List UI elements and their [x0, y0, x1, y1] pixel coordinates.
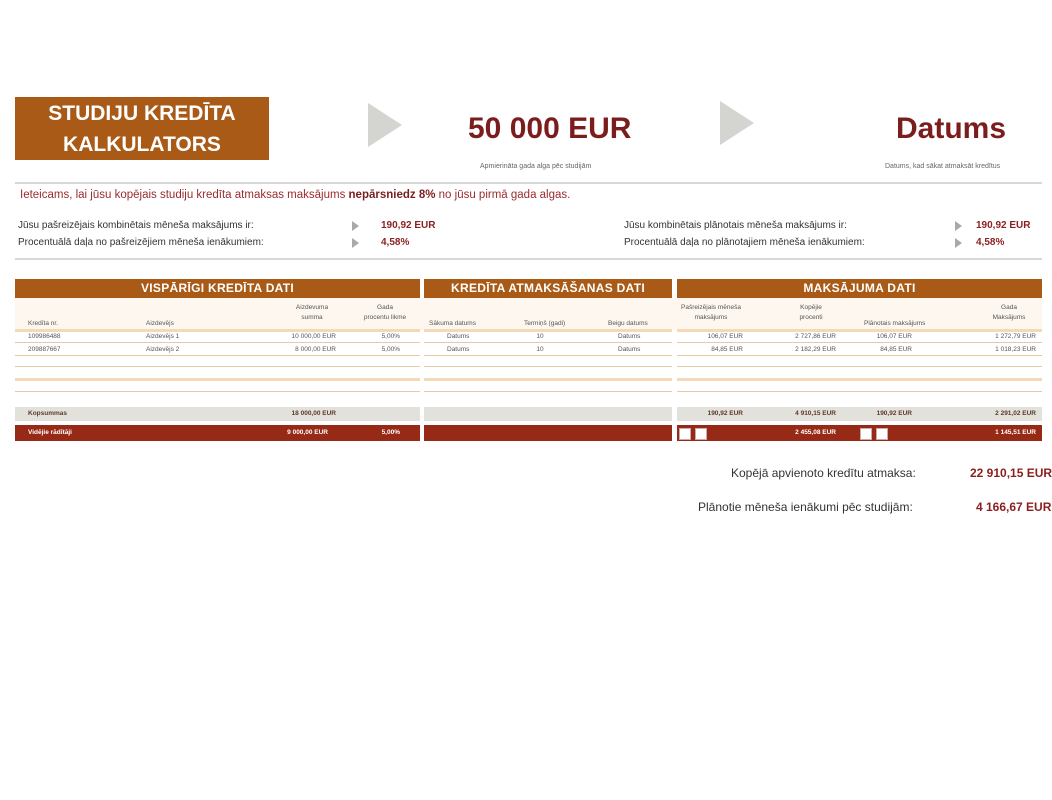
row-divider	[677, 391, 1042, 392]
col-planned-payment: Plānotais maksājums	[864, 320, 926, 327]
chevron-right-icon	[720, 101, 754, 145]
totals-label: Kopsummas	[28, 410, 68, 417]
row1-rate[interactable]: 5,00%	[381, 333, 400, 340]
row2-term[interactable]: 10	[536, 346, 544, 353]
col-current-payment-line1: Pašreizējais mēneša	[681, 304, 741, 311]
current-percent-label: Procentuālā daļa no pašreizējiem mēneša ienākumiem:	[18, 237, 264, 248]
row2-current-payment: 84,85 EUR	[711, 346, 743, 353]
row2-start-date[interactable]: Datums	[447, 346, 470, 353]
row2-amount[interactable]: 8 000,00 EUR	[295, 346, 336, 353]
totals-row-bg	[424, 407, 672, 421]
col-total-interest-line2: procenti	[799, 314, 823, 321]
row2-lender[interactable]: Aizdevējs 2	[146, 346, 180, 353]
col-amount-line1: Aizdevuma	[295, 304, 329, 311]
row1-amount[interactable]: 10 000,00 EUR	[291, 333, 336, 340]
averages-rate: 5,00%	[381, 429, 400, 436]
row2-rate[interactable]: 5,00%	[381, 346, 400, 353]
planned-income-value: 4 166,67 EUR	[976, 500, 1052, 514]
chevron-right-icon	[352, 238, 359, 248]
section-payment-data: MAKSĀJUMA DATI	[677, 279, 1042, 298]
recommendation-notice	[20, 189, 570, 201]
col-annual-line2: Maksājums	[992, 314, 1026, 321]
row1-annual-payment: 1 272,79 EUR	[995, 333, 1036, 340]
totals-current-payment: 190,92 EUR	[707, 410, 743, 417]
row-divider	[424, 355, 672, 356]
checkbox[interactable]	[679, 428, 691, 440]
totals-annual: 2 291,02 EUR	[995, 410, 1036, 417]
planned-income-label: Plānotie mēneša ienākumi pēc studijām:	[698, 500, 913, 514]
averages-interest: 2 455,08 EUR	[795, 429, 836, 436]
checkbox[interactable]	[876, 428, 888, 440]
row1-lender[interactable]: Aizdevējs 1	[146, 333, 180, 340]
col-current-payment-line2: maksājums	[694, 314, 728, 321]
title-line-1: STUDIJU KREDĪTA	[48, 101, 236, 125]
col-end-date: Beigu datums	[608, 320, 648, 327]
row-divider	[424, 391, 672, 392]
checkbox[interactable]	[695, 428, 707, 440]
calculator-title	[15, 97, 269, 160]
row2-total-interest: 2 182,29 EUR	[795, 346, 836, 353]
row1-planned-payment: 106,07 EUR	[876, 333, 912, 340]
row2-end-date[interactable]: Datums	[618, 346, 641, 353]
divider	[15, 182, 1042, 184]
col-current-payment	[678, 303, 744, 323]
col-rate-line2: procentu likme	[363, 314, 407, 321]
col-total-interest	[786, 303, 836, 323]
row-divider	[424, 366, 672, 367]
col-rate-line1: Gada	[377, 304, 393, 311]
row-divider	[677, 355, 1042, 356]
chevron-right-icon	[955, 221, 962, 231]
row1-start-date[interactable]: Datums	[447, 333, 470, 340]
planned-payment-value: 190,92 EUR	[976, 220, 1031, 231]
section-repayment-data: KREDĪTA ATMAKSĀŠANAS DATI	[424, 279, 672, 298]
annual-salary-value[interactable]: 50 000 EUR	[468, 112, 632, 145]
col-rate	[352, 303, 418, 323]
col-amount-line2: summa	[301, 314, 323, 321]
col-amount	[286, 303, 338, 323]
row1-end-date[interactable]: Datums	[618, 333, 641, 340]
averages-label: Vidējie rādītāji	[28, 429, 72, 436]
row-divider	[15, 342, 420, 343]
row1-term[interactable]: 10	[536, 333, 544, 340]
row-divider	[677, 366, 1042, 367]
notice-text-1: Ieteicams, lai jūsu kopējais studiju kredīta atmaksas maksājums	[20, 189, 349, 201]
notice-bold: nepārsniedz 8%	[348, 189, 436, 201]
divider	[15, 258, 1042, 260]
repayment-start-date-value[interactable]: Datums	[896, 112, 1007, 145]
row-divider	[15, 355, 420, 356]
row-divider	[677, 342, 1042, 343]
row1-credit-nr[interactable]: 109986488	[28, 333, 61, 340]
current-payment-label: Jūsu pašreizējais kombinētais mēneša maksājums ir:	[18, 220, 254, 231]
col-annual-line1: Gada	[1001, 304, 1017, 311]
planned-percent-value: 4,58%	[976, 237, 1005, 248]
row2-credit-nr[interactable]: 209887667	[28, 346, 61, 353]
row2-planned-payment: 84,85 EUR	[880, 346, 912, 353]
title-line-2: KALKULATORS	[63, 132, 221, 156]
chevron-right-icon	[352, 221, 359, 231]
row-divider	[15, 366, 420, 367]
col-annual-payment	[982, 303, 1036, 323]
current-percent-value: 4,58%	[381, 237, 410, 248]
planned-payment-label: Jūsu kombinētais plānotais mēneša maksājums ir:	[624, 220, 847, 231]
totals-amount: 18 000,00 EUR	[291, 410, 336, 417]
col-credit-nr: Kredīta nr.	[28, 320, 58, 327]
current-payment-value: 190,92 EUR	[381, 220, 436, 231]
empty-row-band	[424, 378, 672, 381]
totals-row-bg	[15, 407, 420, 421]
section-general-credit-data: VISPĀRĪGI KREDĪTA DATI	[15, 279, 420, 298]
row-divider	[424, 342, 672, 343]
empty-row-band	[15, 378, 420, 381]
totals-interest: 4 910,15 EUR	[795, 410, 836, 417]
checkbox[interactable]	[860, 428, 872, 440]
notice-text-2: no jūsu pirmā gada algas.	[435, 189, 571, 201]
row-divider	[15, 391, 420, 392]
col-term: Termiņš (gadi)	[524, 320, 566, 327]
totals-planned-payment: 190,92 EUR	[876, 410, 912, 417]
col-start-date: Sākuma datums	[429, 320, 476, 327]
row2-annual-payment: 1 018,23 EUR	[995, 346, 1036, 353]
col-total-interest-line1: Kopējie	[800, 304, 822, 311]
repayment-start-date-caption: Datums, kad sākat atmaksāt kredītus	[885, 163, 1001, 170]
chevron-right-icon	[955, 238, 962, 248]
col-lender: Aizdevējs	[146, 320, 174, 327]
total-repayment-label: Kopējā apvienoto kredītu atmaksa:	[731, 466, 916, 480]
empty-row-band	[677, 378, 1042, 381]
total-repayment-value: 22 910,15 EUR	[970, 466, 1052, 480]
row1-current-payment: 106,07 EUR	[707, 333, 743, 340]
averages-row-bg	[424, 425, 672, 441]
planned-percent-label: Procentuālā daļa no plānotajiem mēneša ienākumiem:	[624, 237, 865, 248]
averages-amount: 9 000,00 EUR	[287, 429, 328, 436]
row1-total-interest: 2 727,86 EUR	[795, 333, 836, 340]
averages-annual: 1 145,51 EUR	[995, 429, 1036, 436]
chevron-right-icon	[368, 103, 402, 147]
annual-salary-caption: Apmierināta gada alga pēc studijām	[480, 163, 592, 170]
